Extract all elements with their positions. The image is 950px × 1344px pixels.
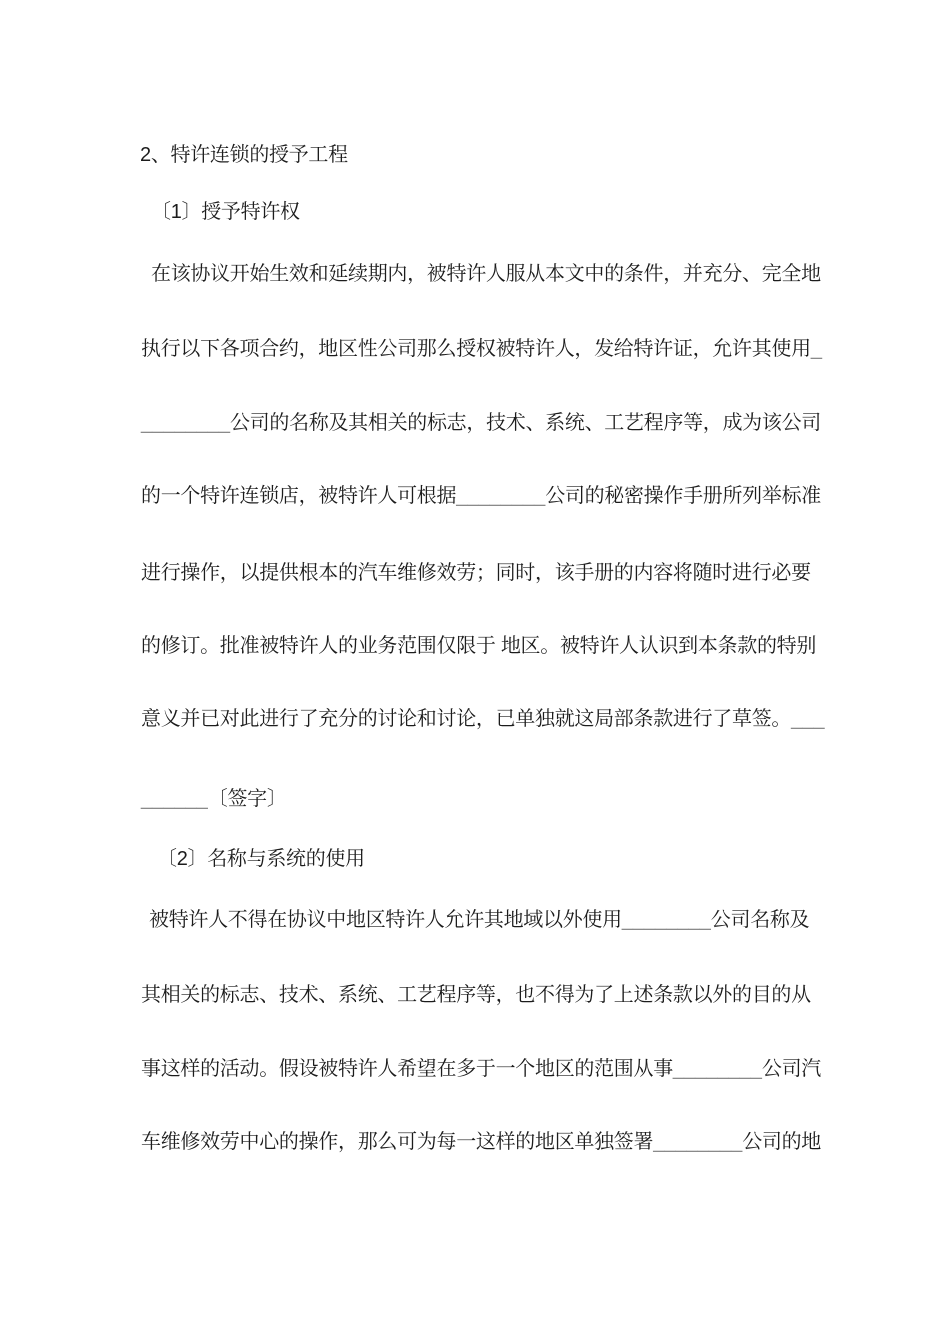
- fill-in-blank: ________: [141, 412, 230, 434]
- clause-1-heading-text: 〔1〕授予特许权: [151, 201, 300, 223]
- clause-2-heading: [157, 846, 365, 873]
- text-segment: 公司汽: [761, 1058, 821, 1080]
- paragraph-line: [151, 261, 821, 288]
- paragraph-line: [141, 560, 811, 587]
- text-segment: 事这样的活动。假设被特许人希望在多于一个地区的范围从事: [141, 1058, 673, 1080]
- fill-in-blank: ________: [672, 1058, 762, 1080]
- fill-in-blank: ________: [621, 909, 711, 931]
- paragraph-line: [141, 483, 821, 510]
- text-segment: 其相关的标志、技术、系统、工艺程序等，也不得为了上述条款以外的目的从: [141, 984, 811, 1006]
- signature-line: [141, 786, 287, 813]
- text-segment: 公司的名称及其相关的标志，技术、系统、工艺程序等，成为该公司: [229, 412, 821, 434]
- text-segment: 的修订。批准被特许人的业务范围仅限于 地区。被特许人认识到本条款的特别: [141, 635, 817, 657]
- text-segment: 进行操作，以提供根本的汽车维修效劳；同时，该手册的内容将随时进行必要: [141, 562, 811, 584]
- paragraph-line: [141, 1056, 821, 1083]
- text-segment: 公司名称及: [710, 909, 810, 931]
- section-heading: [140, 142, 348, 169]
- fill-in-blank: _: [810, 338, 822, 360]
- paragraph-line: [141, 982, 811, 1009]
- paragraph-line: [149, 907, 809, 934]
- text-segment: 公司的地: [742, 1131, 821, 1153]
- text-segment: 车维修效劳中心的操作，那么可为每一这样的地区单独签署: [141, 1131, 654, 1153]
- text-segment: 公司的秘密操作手册所列举标准: [545, 485, 821, 507]
- clause-2-heading-text: 〔2〕名称与系统的使用: [157, 848, 365, 870]
- signature-fill-in-blank: ______: [141, 788, 208, 810]
- text-segment: 的一个特许连锁店，被特许人可根据: [141, 485, 457, 507]
- text-segment: 被特许人不得在协议中地区特许人允许其地域以外使用: [149, 909, 622, 931]
- clause-1-heading: [151, 199, 300, 226]
- paragraph-line: [141, 1129, 821, 1156]
- fill-in-blank: ___: [791, 708, 825, 730]
- text-segment: 在该协议开始生效和延续期内，被特许人服从本文中的条件，并充分、完全地: [151, 263, 821, 285]
- paragraph-line: [141, 633, 816, 660]
- fill-in-blank: ________: [653, 1131, 743, 1153]
- text-segment: 意义并已对此进行了充分的讨论和讨论，已单独就这局部条款进行了草签。: [141, 708, 792, 730]
- signature-label: 〔签字〕: [207, 788, 287, 810]
- paragraph-line: [141, 706, 824, 733]
- fill-in-blank: ________: [456, 485, 546, 507]
- text-segment: 执行以下各项合约，地区性公司那么授权被特许人，发给特许证，允许其使用: [141, 338, 811, 360]
- section-heading-text: 2、特许连锁的授予工程: [140, 144, 348, 166]
- paragraph-line: [141, 336, 822, 363]
- paragraph-line: [141, 410, 821, 437]
